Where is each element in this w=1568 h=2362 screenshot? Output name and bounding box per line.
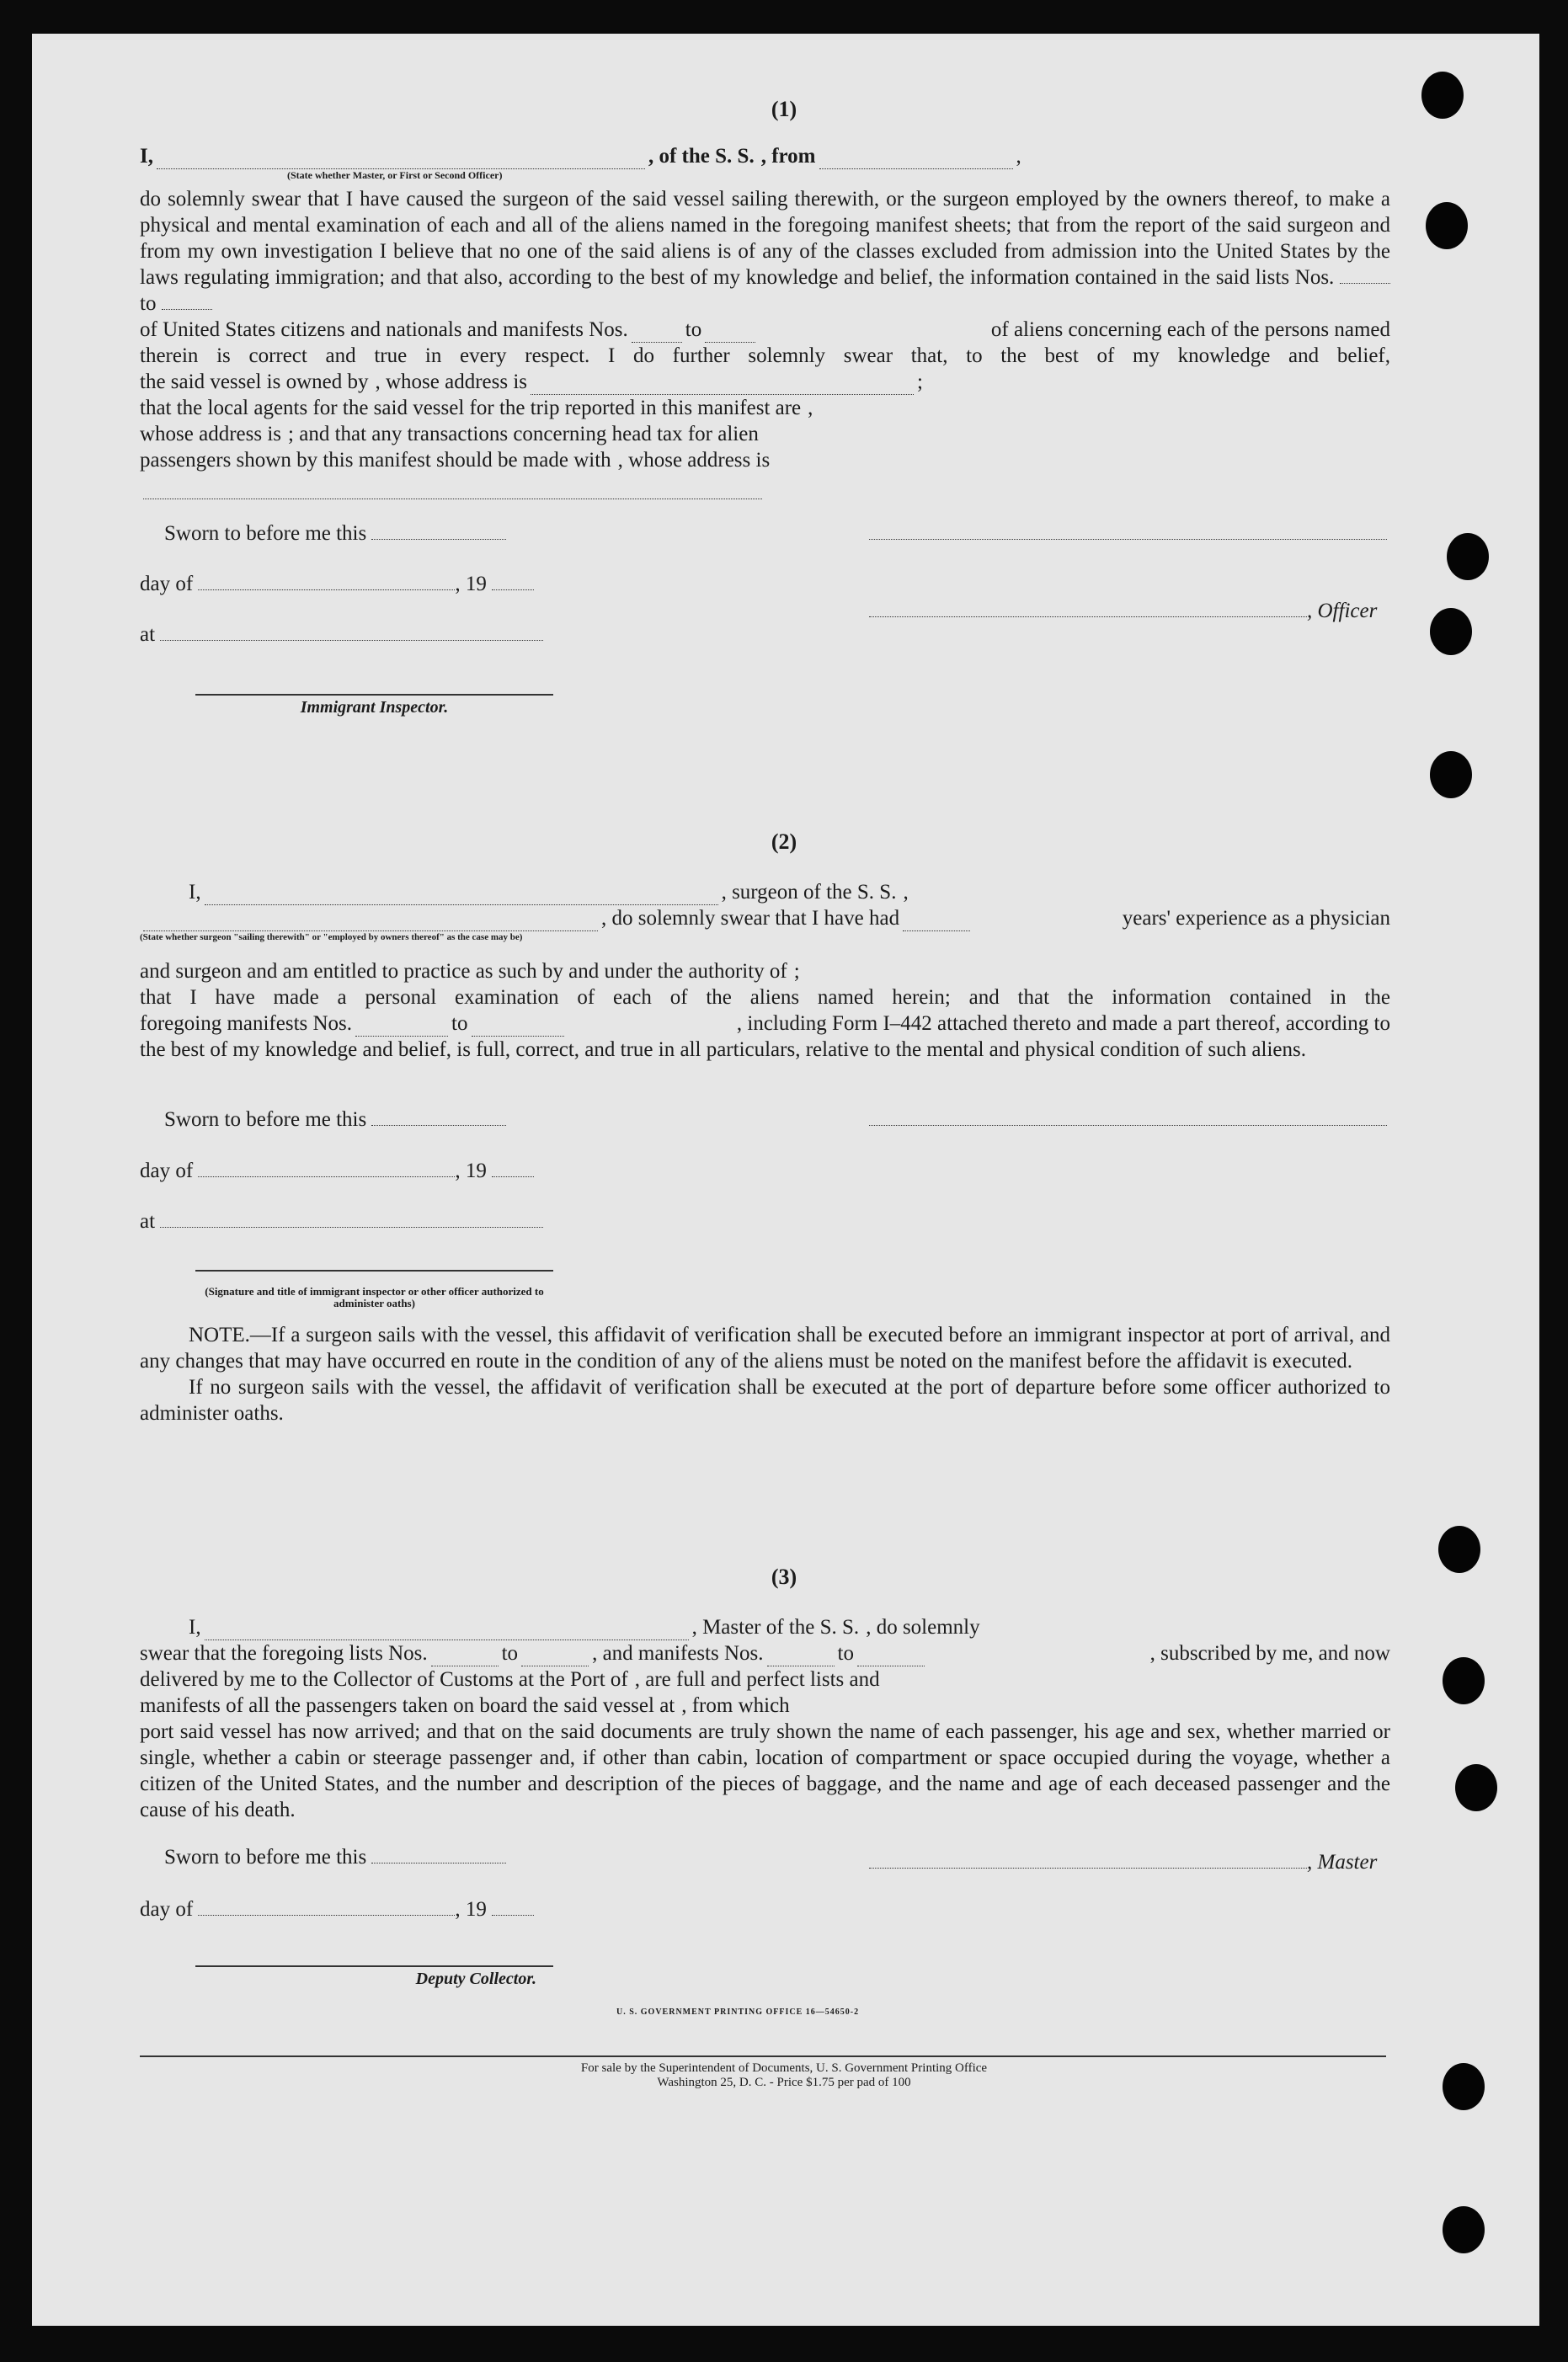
master-label: , Master	[1307, 1851, 1378, 1874]
s3-lists-to-field[interactable]	[521, 1647, 589, 1666]
lists-from-field[interactable]	[1340, 283, 1390, 284]
day-label: day of	[140, 573, 194, 595]
punch-hole	[1426, 202, 1468, 249]
s1-body-text: do solemnly swear that I have caused the surgeon of the said vessel sailing therewith, or the surgeon employed by the owners thereof, to make a physical and mental examination of each and all of the aliens named in the foregoing manifest sheets; that from the report of the said surgeon and from my own investigation I believe that no one of the said aliens is of any of the classes excluded from admission into the United States by the laws regulating immigration; and that also, according to the best of my knowledge and belief, the information contained in the said lists Nos.	[140, 188, 1390, 289]
sworn-label: Sworn to before me this	[164, 1108, 367, 1131]
years-experience-field[interactable]	[903, 912, 970, 931]
s2-manifest-from-field[interactable]	[355, 1017, 448, 1037]
s3-day-row	[140, 1898, 534, 1922]
s1-sworn-row	[164, 522, 506, 546]
head-tax-address-field[interactable]	[143, 480, 762, 499]
s2-inspector-signature-line[interactable]	[195, 1256, 553, 1272]
section-1	[140, 143, 1390, 499]
s3-line-2	[140, 1640, 1390, 1666]
s1-at-row	[140, 623, 543, 647]
punch-hole	[1443, 2206, 1485, 2253]
s1-line-13	[140, 447, 1390, 473]
s2-text: and surgeon and am entitled to practice as such by and under the authority of	[140, 960, 787, 983]
rank-caption: (State whether Master, or First or Second Officer)	[287, 169, 503, 181]
s3-manifests-to-field[interactable]	[857, 1647, 925, 1666]
footer-rule	[140, 2055, 1386, 2057]
s1-text: , from	[760, 145, 816, 168]
s1-text: therein is correct and true in every respect. I do further solemnly swear that, to the best of my knowledge and belief,	[140, 344, 1390, 367]
at-label: at	[140, 623, 156, 646]
s3-text: , from which	[681, 1694, 790, 1717]
officer-signature-row	[869, 600, 1377, 623]
s2-text: , surgeon of the S. S.	[721, 881, 897, 904]
s2-line-3	[140, 958, 1390, 984]
master-name-field[interactable]	[205, 1621, 689, 1640]
s1-text: I,	[140, 145, 153, 168]
year-label: , 19	[455, 1160, 487, 1182]
s2-signature-caption: (Signature and title of immigrant inspector or other officer authorized to administer oaths)	[205, 1285, 544, 1309]
s3-sworn-row	[164, 1846, 506, 1869]
master-signature-row	[869, 1851, 1377, 1874]
s3-lists-from-field[interactable]	[431, 1647, 499, 1666]
s2-text: ,	[903, 881, 909, 904]
punch-hole	[1455, 1764, 1497, 1811]
from-port-field[interactable]	[819, 150, 1013, 169]
s2-at-row	[140, 1210, 543, 1234]
manifests-to-field[interactable]	[705, 323, 755, 343]
s1-line-1	[140, 143, 1390, 169]
owner-address-field[interactable]	[531, 376, 914, 395]
s1-body	[140, 186, 1390, 317]
s3-line-4	[140, 1693, 1390, 1719]
note-text: NOTE.—If a surgeon sails with the vessel, this affidavit of verification shall be executed before an immigrant inspector at port of arrival, and any changes that may have occurred en route in the condition of any of the aliens must be noted on the manifest before the affidavit is executed.	[140, 1324, 1390, 1373]
s1-text: to	[685, 318, 702, 341]
section-2	[140, 879, 1390, 1063]
s2-text: years' experience as a physician	[1122, 907, 1390, 930]
s3-text: , Master of the S. S.	[691, 1616, 860, 1639]
section-3-title: (3)	[771, 1565, 797, 1589]
s3-text: , and manifests Nos.	[592, 1642, 764, 1665]
punch-hole	[1447, 533, 1489, 580]
s2-line-6: the best of my knowledge and belief, is full, correct, and true in all particulars, relative to the mental and physical condition of such aliens.	[140, 1038, 1306, 1061]
s1-line-9	[140, 343, 1390, 369]
punch-hole	[1430, 608, 1472, 655]
s3-text: I,	[189, 1616, 201, 1639]
month-field[interactable]	[198, 589, 455, 590]
s1-text: passengers shown by this manifest should be made with	[140, 449, 611, 472]
s1-text: to	[140, 292, 157, 315]
s1-text: the said vessel is owned by	[140, 371, 369, 393]
s2-text: I,	[189, 881, 201, 904]
s1-text: whose address is	[140, 423, 282, 445]
s1-text: ;	[917, 371, 923, 393]
at-label: at	[140, 1210, 156, 1233]
lists-to-field[interactable]	[162, 309, 212, 310]
s3-text: to	[837, 1642, 854, 1665]
s1-text: ,	[808, 397, 813, 419]
s1-text: that the local agents for the said vessel for the trip reported in this manifest are	[140, 397, 802, 419]
s2-line-5	[140, 1010, 1390, 1037]
section-3	[140, 1614, 1390, 1823]
section-1-title: (1)	[771, 97, 797, 121]
note-paragraph-2	[140, 1374, 1390, 1426]
officer-label: , Officer	[1307, 600, 1378, 622]
punch-hole	[1443, 1657, 1485, 1704]
s3-text: delivered by me to the Collector of Customs at the Port of	[140, 1668, 628, 1691]
officer-rank-field[interactable]	[157, 150, 645, 169]
sworn-date-field[interactable]	[371, 1125, 506, 1126]
s2-text: that I have made a personal examination of each of the aliens named herein; and that the information contained in the	[140, 986, 1390, 1009]
officer-signature-line-2[interactable]	[869, 616, 1307, 617]
s3-text: , do solemnly	[866, 1616, 980, 1639]
s2-line-4	[140, 984, 1390, 1010]
s1-line-14	[140, 473, 1390, 499]
footer	[0, 2061, 1568, 2090]
sworn-label: Sworn to before me this	[164, 522, 367, 545]
note-text: If no surgeon sails with the vessel, the affidavit of verification shall be executed at the port of departure before some officer authorized to administer oaths.	[140, 1376, 1390, 1425]
s2-text: , do solemnly swear that I have had	[601, 907, 900, 930]
s3-text: swear that the foregoing lists Nos.	[140, 1642, 428, 1665]
s1-text: , of the S. S.	[648, 145, 755, 168]
s3-line-3	[140, 1666, 1390, 1693]
s2-manifest-to-field[interactable]	[472, 1017, 564, 1037]
at-place-field[interactable]	[160, 640, 543, 641]
surgeon-caption: (State whether surgeon "sailing therewith" or "employed by owners thereof" as the case may be)	[140, 932, 523, 942]
s3-text: , subscribed by me, and now	[1149, 1642, 1390, 1665]
s2-text: ;	[793, 960, 800, 983]
s2-sworn-row	[164, 1108, 506, 1132]
s1-day-row	[140, 573, 534, 596]
s3-body: port said vessel has now arrived; and that on the said documents are truly shown the name of each passenger, his age and sex, whether married or single, whether a cabin or steerage passenger and, if other than cabin, location of compartment or space occupied during the voyage, whether a citizen of the United States, and the number and description of the pieces of baggage, and the name and age of each deceased passenger and the cause of his death.	[140, 1720, 1390, 1821]
inspector-caption: Immigrant Inspector.	[300, 698, 449, 717]
surgeon-name-field[interactable]	[205, 886, 718, 905]
month-field[interactable]	[198, 1915, 455, 1916]
note-paragraph-1	[140, 1322, 1390, 1374]
deputy-caption: Deputy Collector.	[415, 1970, 536, 1988]
s2-text: , including Form I–442 attached thereto and made a part thereof, according to	[736, 1012, 1390, 1035]
sworn-label: Sworn to before me this	[164, 1846, 367, 1869]
surgeon-status-field[interactable]	[143, 912, 598, 931]
s2-note	[140, 1322, 1390, 1426]
s1-text: , whose address is	[617, 449, 771, 472]
day-label: day of	[140, 1160, 194, 1182]
officer-signature-line-1[interactable]	[869, 522, 1387, 546]
s3-text: to	[501, 1642, 519, 1665]
s3-line-1	[140, 1614, 1390, 1640]
s1-text: , whose address is	[375, 371, 528, 393]
year-label: , 19	[455, 573, 487, 595]
manifests-from-field[interactable]	[632, 323, 682, 343]
s3-text: manifests of all the passengers taken on board the said vessel at	[140, 1694, 675, 1717]
year-field[interactable]	[492, 1915, 534, 1916]
punch-hole	[1430, 751, 1472, 798]
deputy-signature-line[interactable]	[195, 1943, 553, 1967]
s2-signature-line[interactable]	[869, 1108, 1387, 1132]
year-field[interactable]	[492, 1176, 534, 1177]
s1-line-11	[140, 395, 1390, 421]
s3-manifests-from-field[interactable]	[767, 1647, 835, 1666]
year-field[interactable]	[492, 589, 534, 590]
s1-line-10	[140, 369, 1390, 395]
at-place-field[interactable]	[160, 1227, 543, 1228]
s1-text: ,	[1016, 145, 1021, 168]
inspector-signature-line[interactable]	[195, 674, 553, 696]
footer-line-1: For sale by the Superintendent of Documents, U. S. Government Printing Office	[580, 2061, 988, 2075]
s3-text: , are full and perfect lists and	[634, 1668, 880, 1691]
s2-text: to	[451, 1012, 468, 1035]
day-label: day of	[140, 1898, 194, 1921]
s1-line-8	[140, 317, 1390, 343]
s2-day-row	[140, 1160, 534, 1183]
s2-text: foregoing manifests Nos.	[140, 1012, 353, 1035]
s1-text: ; and that any transactions concerning head tax for alien	[288, 423, 759, 445]
s1-text: of aliens concerning each of the persons named	[990, 318, 1390, 341]
s2-line-1	[140, 879, 1390, 905]
footer-line-2: Washington 25, D. C. - Price $1.75 per pad of 100	[657, 2076, 911, 2089]
section-2-title: (2)	[771, 829, 797, 854]
month-field[interactable]	[198, 1176, 455, 1177]
master-signature-line[interactable]	[869, 1868, 1307, 1869]
sworn-date-field[interactable]	[371, 539, 506, 540]
s1-line-12	[140, 421, 1390, 447]
s2-line-2	[140, 905, 1390, 931]
year-label: , 19	[455, 1898, 487, 1921]
gpo-imprint: U. S. GOVERNMENT PRINTING OFFICE 16—54650-2	[616, 2007, 860, 2017]
s1-text: of United States citizens and nationals and manifests Nos.	[140, 318, 628, 341]
